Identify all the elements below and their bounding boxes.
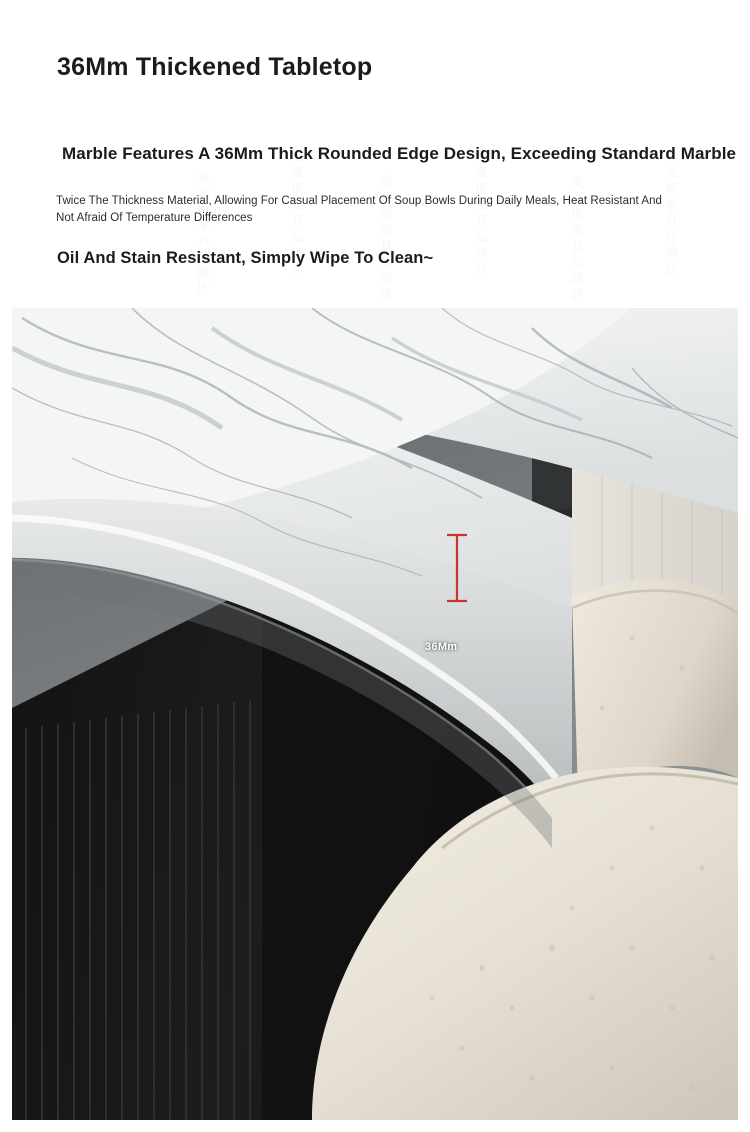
thickness-label: 36Mm (425, 641, 458, 653)
subheading: Marble Features A 36Mm Thick Rounded Edge Design, Exceeding Standard Marble (62, 144, 737, 163)
tagline: Oil And Stain Resistant, Simply Wipe To Clean~ (57, 249, 434, 267)
marble-table-edge-photo (12, 308, 738, 1120)
watermark-text (192, 170, 211, 298)
page-title: 36Mm Thickened Tabletop (57, 53, 373, 81)
thickness-callout (12, 308, 738, 1120)
body-paragraph: Twice The Thickness Material, Allowing For Casual Placement Of Soup Bowls During Daily Meals, Heat Resistant And Not Afraid Of Temperature Differences (56, 195, 662, 224)
